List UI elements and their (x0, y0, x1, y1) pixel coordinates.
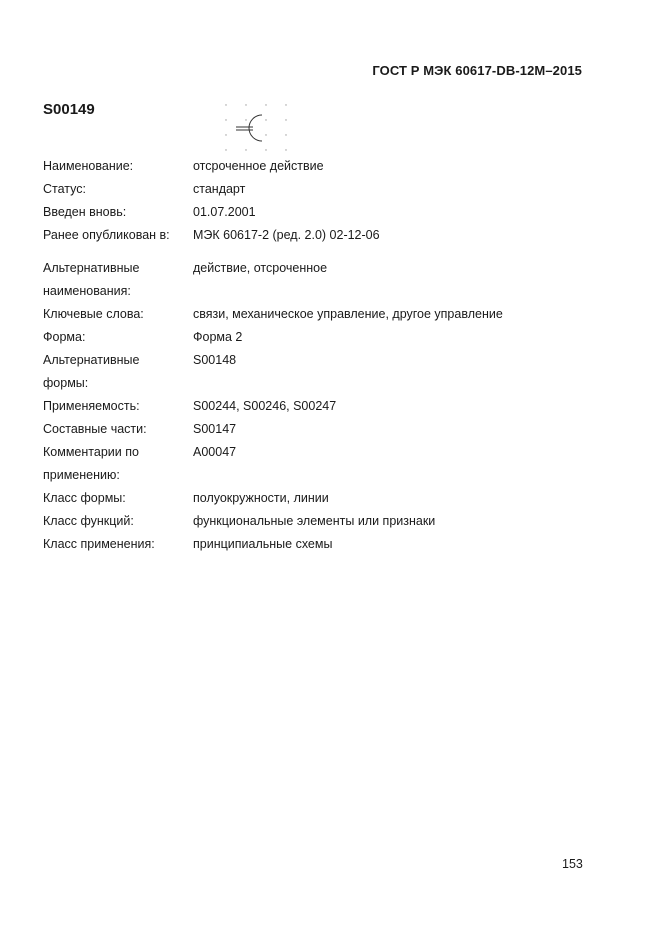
field-label: применению: (43, 468, 120, 482)
field-value: связи, механическое управление, другое управление (193, 307, 503, 321)
field-label: формы: (43, 376, 89, 390)
field-value: Форма 2 (193, 330, 243, 344)
document-header: ГОСТ Р МЭК 60617-DB-12M–2015 (372, 63, 582, 78)
section-gap (43, 247, 503, 257)
field-value: A00047 (193, 445, 237, 459)
field-row (43, 372, 503, 395)
field-label: Составные части: (43, 422, 147, 436)
grid-dots (225, 104, 286, 150)
field-label: Класс формы: (43, 491, 126, 505)
field-row (43, 441, 503, 464)
field-row (43, 510, 503, 533)
field-row (43, 464, 503, 487)
field-row (43, 224, 503, 247)
field-label: Статус: (43, 182, 86, 196)
field-label: Применяемость: (43, 399, 140, 413)
symbol-id: S00149 (43, 101, 95, 118)
field-value: 01.07.2001 (193, 205, 256, 219)
field-row (43, 201, 503, 224)
field-label: Наименование: (43, 159, 134, 173)
field-label: Введен вновь: (43, 205, 127, 219)
field-value: отсроченное действие (193, 159, 324, 173)
page-number: 153 (562, 857, 583, 871)
field-value: S00244, S00246, S00247 (193, 399, 337, 413)
field-row (43, 418, 503, 441)
field-row (43, 487, 503, 510)
field-value: функциональные элементы или признаки (193, 514, 436, 528)
field-row (43, 303, 503, 326)
field-row (43, 280, 503, 303)
field-row (43, 326, 503, 349)
field-label: наименования: (43, 284, 131, 298)
field-label: Форма: (43, 330, 86, 344)
field-label: Комментарии по (43, 445, 139, 459)
field-value: МЭК 60617-2 (ред. 2.0) 02-12-06 (193, 228, 380, 242)
field-label: Альтернативные (43, 353, 140, 367)
field-value: S00148 (193, 353, 237, 367)
field-label: Альтернативные (43, 261, 140, 275)
field-row (43, 395, 503, 418)
field-label: Ключевые слова: (43, 307, 144, 321)
field-value: действие, отсроченное (193, 261, 328, 275)
field-label: Класс применения: (43, 537, 155, 551)
field-row (43, 178, 503, 201)
symbol-fields (43, 155, 503, 556)
field-row (43, 155, 503, 178)
delayed-action-symbol-icon (222, 102, 292, 154)
field-row (43, 257, 503, 280)
field-value: полуокружности, линии (193, 491, 329, 505)
field-value: S00147 (193, 422, 237, 436)
field-value: принципиальные схемы (193, 537, 333, 551)
field-label: Ранее опубликован в: (43, 228, 170, 242)
field-row (43, 349, 503, 372)
field-value: стандарт (193, 182, 246, 196)
field-row (43, 533, 503, 556)
field-label: Класс функций: (43, 514, 134, 528)
